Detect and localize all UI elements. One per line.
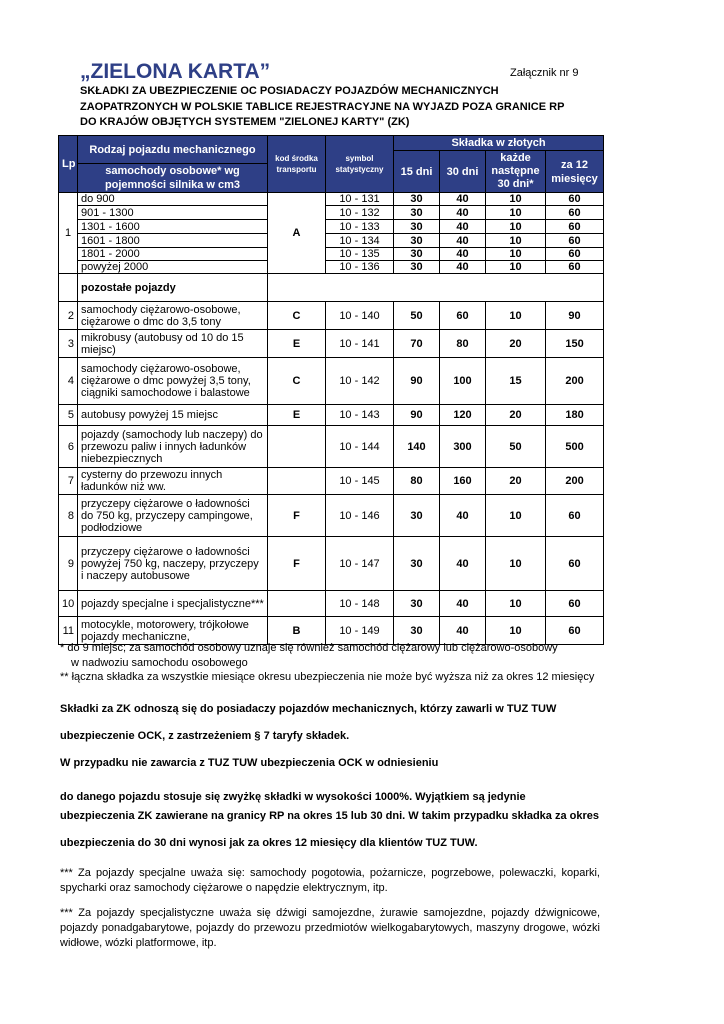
row-15-days: 30 [394,193,440,206]
subtitle-line: DO KRAJÓW OBJĘTYCH SYSTEMEM "ZIELONEJ KARTY" (ZK) [80,116,410,128]
footnote-special-vehicles: *** Za pojazdy specjalne uważa się: samochody pogotowia, pożarnicze, pogrzebowe, polewaczki, koparki, spycharki oraz samochody ciężarowe o napędzie elektrycznym, itp. [60,867,600,894]
row-lp: 6 [59,426,78,468]
row-30-days: 40 [440,495,486,537]
row-transport-code [268,426,326,468]
row-name: do 900 [78,193,268,206]
annex-label: Załącznik nr 9 [510,67,579,79]
header-vehicle-subtitle: samochody osobowe* wg pojemności silnika w cm3 [78,164,268,193]
row-30-days: 160 [440,468,486,495]
header-premium: Składka w złotych [394,136,604,151]
header-transport-code: kod środka transportu [268,136,326,193]
table-row [59,193,604,206]
row-symbol: 10 - 145 [326,468,394,495]
row-15-days: 140 [394,426,440,468]
row-name: 1301 - 1600 [78,220,268,234]
row-lp: 4 [59,358,78,405]
row-15-days: 70 [394,330,440,358]
subtitle-line: ZAOPATRZONYCH W POLSKIE TABLICE REJESTRACYJNE NA WYJAZD POZA GRANICE RP [80,100,565,113]
table-row [59,495,604,537]
other-vehicles-label: pozostałe pojazdy [78,274,268,302]
row-30-days: 60 [440,302,486,330]
row-transport-code: B [268,617,326,645]
row-next-30: 15 [486,358,546,405]
row-lp: 3 [59,330,78,358]
row-15-days: 90 [394,358,440,405]
row-12-months: 60 [546,617,604,645]
table-row [59,261,604,274]
row-15-days: 30 [394,617,440,645]
row-next-30: 10 [486,495,546,537]
row-12-months: 150 [546,330,604,358]
footnote-1: * do 9 miejsc; za samochód osobowy uznaje się również samochód ciężarowy lub ciężarowo-osobowy [60,642,558,654]
row-15-days: 30 [394,234,440,248]
row-symbol: 10 - 136 [326,261,394,274]
row-next-30: 10 [486,193,546,206]
row-lp: 7 [59,468,78,495]
row-12-months: 60 [546,261,604,274]
row-12-months: 60 [546,193,604,206]
table-row [59,468,604,495]
row-12-months: 60 [546,591,604,617]
row-30-days: 40 [440,220,486,234]
row-15-days: 30 [394,261,440,274]
row-12-months: 500 [546,426,604,468]
row-12-months: 60 [546,206,604,220]
row-transport-code: C [268,358,326,405]
premium-table [58,135,604,645]
row-30-days: 120 [440,405,486,426]
row-30-days: 40 [440,193,486,206]
row-15-days: 30 [394,206,440,220]
footnote-specialist-vehicles: *** Za pojazdy specjalistyczne uważa się dźwigi samojezdne, żurawie samojezdne, pojazdy dźwignicowe, pojazdy ponadgabarytowe, pojazdy do przewozu przedmiotów wielkogabarytowych, maszyny drogowe, wózki widłowe, wózki platformowe, itp. [60,907,600,949]
row-12-months: 60 [546,495,604,537]
row-30-days: 40 [440,617,486,645]
row-name: samochody ciężarowo-osobowe, ciężarowe o dmc do 3,5 tony [78,302,268,330]
row-symbol: 10 - 133 [326,220,394,234]
row-30-days: 300 [440,426,486,468]
row-transport-code: E [268,405,326,426]
table-row [59,248,604,261]
row-15-days: 30 [394,495,440,537]
table-row [59,426,604,468]
row-next-30: 50 [486,426,546,468]
row-15-days: 30 [394,537,440,591]
row-transport-code: F [268,495,326,537]
row-next-30: 10 [486,617,546,645]
table-row [59,302,604,330]
row-transport-code: F [268,537,326,591]
header-statistical-symbol: symbol statystyczny [326,136,394,193]
paragraph-5: ubezpieczenia ZK zawierane na granicy RP na okres 15 lub 30 dni. W takim przypadku składka za okres [60,810,599,822]
paragraph-1: Składki za ZK odnoszą się do posiadaczy pojazdów mechanicznych, którzy zawarli w TUZ TUW [60,703,557,715]
header-12-months: za 12 miesięcy [546,151,604,193]
row-next-30: 10 [486,234,546,248]
row-next-30: 20 [486,405,546,426]
row-next-30: 10 [486,220,546,234]
row-symbol: 10 - 143 [326,405,394,426]
row-next-30: 10 [486,248,546,261]
row-symbol: 10 - 146 [326,495,394,537]
row-symbol: 10 - 140 [326,302,394,330]
row-symbol: 10 - 141 [326,330,394,358]
table-row [59,358,604,405]
row-next-30: 10 [486,261,546,274]
row-next-30: 10 [486,302,546,330]
row-next-30: 10 [486,537,546,591]
table-row [59,591,604,617]
table-row [59,234,604,248]
row-name: pojazdy (samochody lub naczepy) do przewozu paliw i innych ładunków niebezpiecznych [78,426,268,468]
row-name: cysterny do przewozu innych ładunków niż ww. [78,468,268,495]
row-name: mikrobusy (autobusy od 10 do 15 miejsc) [78,330,268,358]
paragraph-2: ubezpieczenie OCK, z zastrzeżeniem § 7 taryfy składek. [60,730,350,742]
table-row [59,220,604,234]
row-30-days: 40 [440,591,486,617]
row-name: 1801 - 2000 [78,248,268,261]
row-name: autobusy powyżej 15 miejsc [78,405,268,426]
row-lp: 9 [59,537,78,591]
subtitle-line: SKŁADKI ZA UBEZPIECZENIE OC POSIADACZY POJAZDÓW MECHANICZNYCH [80,85,499,97]
table-row [59,537,604,591]
footnote-2: ** łączna składka za wszystkie miesiące okresu ubezpieczenia nie może być wyższa niż za okres 12 miesięcy [60,671,595,683]
row-12-months: 60 [546,234,604,248]
row-15-days: 80 [394,468,440,495]
header-vehicle-type: Rodzaj pojazdu mechanicznego [78,136,268,164]
row-symbol: 10 - 148 [326,591,394,617]
row-15-days: 30 [394,591,440,617]
footnote-1-cont: w nadwoziu samochodu osobowego [71,657,248,669]
row-symbol: 10 - 149 [326,617,394,645]
row-symbol: 10 - 132 [326,206,394,220]
row-12-months: 60 [546,248,604,261]
row-transport-code: E [268,330,326,358]
document-title: „ZIELONA KARTA” [80,60,271,83]
row-12-months: 60 [546,537,604,591]
row-30-days: 40 [440,261,486,274]
row-lp: 2 [59,302,78,330]
row-transport-code: A [268,193,326,274]
row-next-30: 20 [486,330,546,358]
row-15-days: 30 [394,220,440,234]
row-lp: 11 [59,617,78,645]
row-30-days: 80 [440,330,486,358]
row-next-30: 20 [486,468,546,495]
row-30-days: 40 [440,248,486,261]
row-30-days: 40 [440,206,486,220]
row-symbol: 10 - 142 [326,358,394,405]
row-name: samochody ciężarowo-osobowe, ciężarowe o dmc powyżej 3,5 tony, ciągniki samochodowe i balastowe [78,358,268,405]
row-15-days: 30 [394,248,440,261]
other-vehicles-spacer [268,274,604,302]
row-12-months: 180 [546,405,604,426]
row-15-days: 50 [394,302,440,330]
paragraph-6: ubezpieczenia do 30 dni wynosi jak za okres 12 miesięcy dla klientów TUZ TUW. [60,837,478,849]
row-symbol: 10 - 135 [326,248,394,261]
row-lp: 1 [59,193,78,274]
row-30-days: 100 [440,358,486,405]
table-row [59,330,604,358]
paragraph-3: W przypadku nie zawarcia z TUZ TUW ubezpieczenia OCK w odniesieniu [60,757,439,769]
row-symbol: 10 - 131 [326,193,394,206]
table-row [59,206,604,220]
row-name: przyczepy ciężarowe o ładowności do 750 kg, przyczepy campingowe, podłodziowe [78,495,268,537]
row-next-30: 10 [486,591,546,617]
row-symbol: 10 - 147 [326,537,394,591]
row-lp: 8 [59,495,78,537]
row-transport-code [268,591,326,617]
row-15-days: 90 [394,405,440,426]
row-name: pojazdy specjalne i specjalistyczne*** [78,591,268,617]
row-lp: 5 [59,405,78,426]
header-15-days: 15 dni [394,151,440,193]
row-name: przyczepy ciężarowe o ładowności powyżej 750 kg, naczepy, przyczepy i naczepy autobusowe [78,537,268,591]
row-12-months: 200 [546,358,604,405]
document-subtitle [80,84,600,131]
table-row [59,405,604,426]
header-lp: Lp [59,136,78,193]
row-transport-code: C [268,302,326,330]
row-symbol: 10 - 134 [326,234,394,248]
row-30-days: 40 [440,234,486,248]
row-lp: 10 [59,591,78,617]
row-12-months: 60 [546,220,604,234]
row-next-30: 10 [486,206,546,220]
header-next-30-days: każde następne 30 dni* [486,151,546,193]
row-name: 1601 - 1800 [78,234,268,248]
row-12-months: 90 [546,302,604,330]
row-name: motocykle, motorowery, trójkołowe pojazdy mechaniczne, [78,617,268,645]
row-lp-empty [59,274,78,302]
row-30-days: 40 [440,537,486,591]
row-symbol: 10 - 144 [326,426,394,468]
row-name: 901 - 1300 [78,206,268,220]
row-name: powyżej 2000 [78,261,268,274]
row-transport-code [268,468,326,495]
header-30-days: 30 dni [440,151,486,193]
paragraph-4: do danego pojazdu stosuje się zwyżkę składki w wysokości 1000%. Wyjątkiem są jedynie [60,791,526,803]
row-12-months: 200 [546,468,604,495]
